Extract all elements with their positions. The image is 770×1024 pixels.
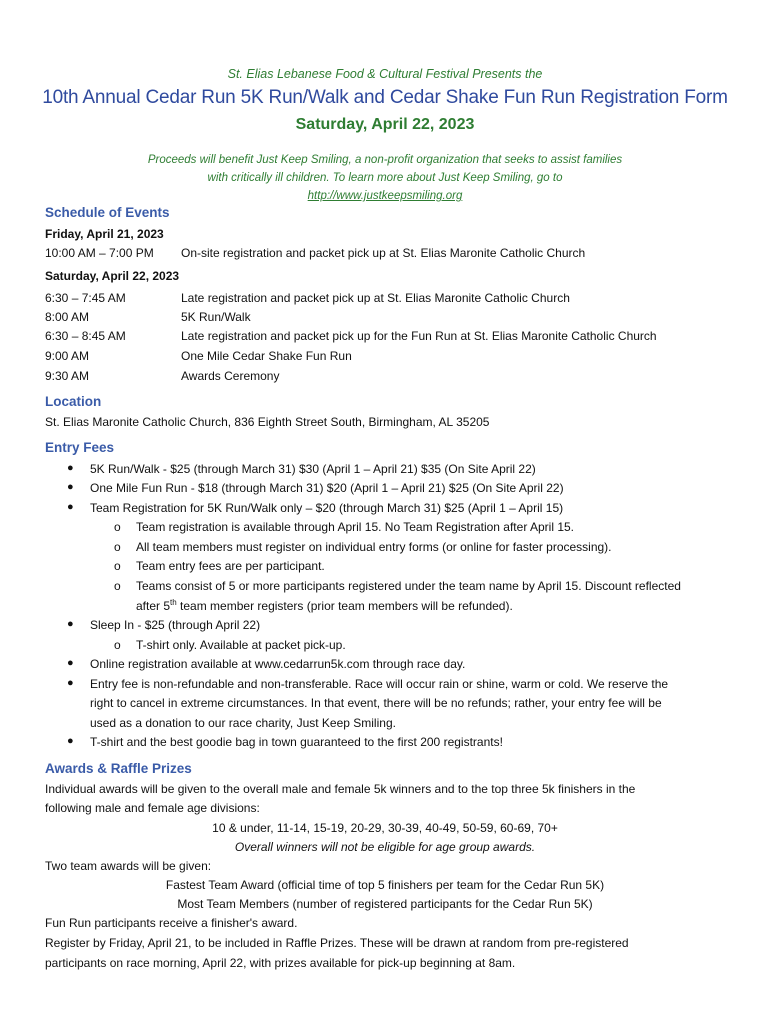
schedule-time: 10:00 AM – 7:00 PM bbox=[45, 246, 154, 260]
fun-run-award: Fun Run participants receive a finisher's award. bbox=[45, 916, 298, 930]
fee-fun-run: One Mile Fun Run - $18 (through March 31) $20 (April 1 – April 21) $25 (On Site April 22) bbox=[90, 481, 564, 495]
location-address: St. Elias Maronite Catholic Church, 836 Eighth Street South, Birmingham, AL 35205 bbox=[45, 415, 490, 429]
awards-intro-line-1: Individual awards will be given to the overall male and female 5k winners and to the top three 5k finishers in the bbox=[45, 782, 636, 796]
friday-label: Friday, April 21, 2023 bbox=[45, 227, 164, 241]
age-divisions: 10 & under, 11-14, 15-19, 20-29, 30-39, 40-49, 50-59, 60-69, 70+ bbox=[212, 821, 558, 835]
sub-bullet-icon: o bbox=[114, 579, 121, 593]
online-registration: Online registration available at www.cedarrun5k.com through race day. bbox=[90, 657, 466, 671]
raffle-line-2: participants on race morning, April 22, with prizes available for pick-up beginning at 8am. bbox=[45, 956, 516, 970]
team-award-fastest: Fastest Team Award (official time of top 5 finishers per team for the Cedar Run 5K) bbox=[165, 878, 605, 892]
bullet-icon: ● bbox=[67, 501, 74, 513]
pretitle: St. Elias Lebanese Food & Cultural Festival Presents the bbox=[227, 67, 543, 81]
team-note-forms: All team members must register on individual entry forms (or online for faster processing). bbox=[136, 540, 612, 554]
schedule-event: One Mile Cedar Shake Fun Run bbox=[181, 349, 352, 363]
event-date: Saturday, April 22, 2023 bbox=[295, 116, 475, 133]
refund-policy-line-1: Entry fee is non-refundable and non-transferable. Race will occur rain or shine, warm or cold. We reserve the bbox=[90, 677, 669, 691]
proceeds-note bbox=[110, 151, 660, 205]
sub-bullet-icon: o bbox=[114, 638, 121, 652]
awards-intro-line-2: following male and female age divisions: bbox=[45, 801, 260, 815]
tshirt-guarantee: T-shirt and the best goodie bag in town guaranteed to the first 200 registrants! bbox=[90, 735, 503, 749]
schedule-event: On-site registration and packet pick up at St. Elias Maronite Catholic Church bbox=[181, 246, 586, 260]
bullet-icon: ● bbox=[67, 481, 74, 493]
bullet-icon: ● bbox=[67, 657, 74, 669]
schedule-time: 6:30 – 7:45 AM bbox=[45, 291, 126, 305]
team-awards-intro: Two team awards will be given: bbox=[45, 859, 212, 873]
schedule-time: 8:00 AM bbox=[45, 310, 90, 324]
bullet-icon: ● bbox=[67, 735, 74, 747]
awards-heading: Awards & Raffle Prizes bbox=[45, 761, 192, 776]
sub-bullet-icon: o bbox=[114, 540, 121, 554]
charity-link[interactable]: http://www.justkeepsmiling.org bbox=[307, 190, 463, 202]
schedule-event: Late registration and packet pick up at St. Elias Maronite Catholic Church bbox=[181, 291, 570, 305]
sub-bullet-icon: o bbox=[114, 520, 121, 534]
fee-sleep-in: Sleep In - $25 (through April 22) bbox=[90, 618, 261, 632]
proceeds-line-1: Proceeds will benefit Just Keep Smiling, a non-profit organization that seeks to assist families bbox=[147, 154, 623, 166]
schedule-time: 9:30 AM bbox=[45, 369, 90, 383]
sub-bullet-icon: o bbox=[114, 559, 121, 573]
fees-heading: Entry Fees bbox=[45, 440, 115, 455]
fee-5k: 5K Run/Walk - $25 (through March 31) $30 (April 1 – April 21) $35 (On Site April 22) bbox=[90, 462, 536, 476]
sleep-in-note: T-shirt only. Available at packet pick-up. bbox=[136, 638, 346, 652]
team-note-size-line-1: Teams consist of 5 or more participants registered under the team name by April 15. Discount reflected bbox=[136, 579, 681, 593]
bullet-icon: ● bbox=[67, 618, 74, 630]
saturday-label: Saturday, April 22, 2023 bbox=[45, 269, 180, 283]
schedule-event: Late registration and packet pick up for the Fun Run at St. Elias Maronite Catholic Church bbox=[181, 329, 657, 343]
team-note-deadline: Team registration is available through April 15. No Team Registration after April 15. bbox=[136, 520, 575, 534]
refund-policy-line-3: used as a donation to our race charity, Just Keep Smiling. bbox=[90, 716, 396, 730]
proceeds-line-2: with critically ill children. To learn more about Just Keep Smiling, go to bbox=[207, 172, 563, 184]
schedule-heading: Schedule of Events bbox=[45, 205, 170, 220]
bullet-icon: ● bbox=[67, 462, 74, 474]
team-note-fees: Team entry fees are per participant. bbox=[136, 559, 325, 573]
schedule-event: 5K Run/Walk bbox=[181, 310, 251, 324]
team-note-size-line-2: after 5th team member registers (prior team members will be refunded). bbox=[136, 598, 513, 613]
raffle-line-1: Register by Friday, April 21, to be included in Raffle Prizes. These will be drawn at random from pre-registered bbox=[45, 936, 629, 950]
team-award-most-members: Most Team Members (number of registered participants for the Cedar Run 5K) bbox=[177, 897, 593, 911]
schedule-event: Awards Ceremony bbox=[181, 369, 280, 383]
age-group-note: Overall winners will not be eligible for age group awards. bbox=[234, 840, 536, 854]
schedule-time: 9:00 AM bbox=[45, 349, 90, 363]
location-heading: Location bbox=[45, 394, 102, 409]
refund-policy-line-2: right to cancel in extreme circumstances. In that event, there will be no refunds; rather, your entry fee will be bbox=[90, 696, 662, 710]
fee-team: Team Registration for 5K Run/Walk only – $20 (through March 31) $25 (April 1 – April 15) bbox=[90, 501, 564, 515]
page-title: 10th Annual Cedar Run 5K Run/Walk and Cedar Shake Fun Run Registration Form bbox=[42, 87, 728, 108]
schedule-time: 6:30 – 8:45 AM bbox=[45, 329, 126, 343]
bullet-icon: ● bbox=[67, 677, 74, 689]
